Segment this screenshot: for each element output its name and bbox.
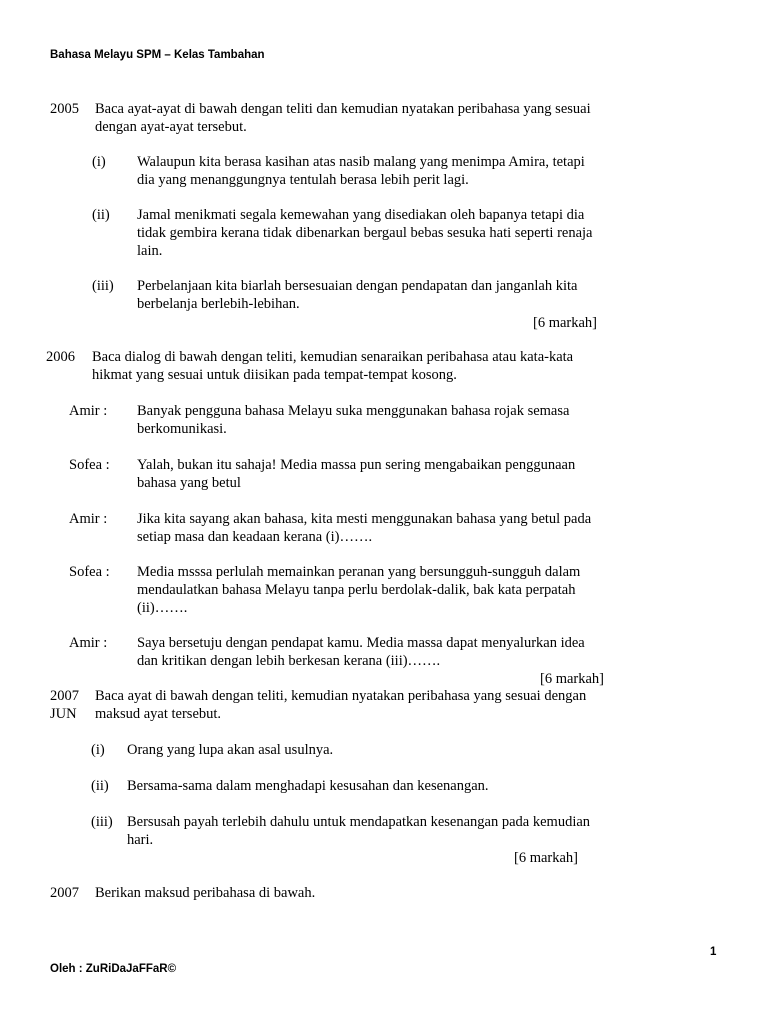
item-text: Jamal menikmati segala kemewahan yang disediakan oleh bapanya tetapi dia tidak gembira kerana tidak dibenarkan bergaul bebas sesuka hati seperti renaja lain.	[137, 207, 593, 259]
page-number: 1	[710, 946, 717, 958]
question-instruction: Berikan maksud peribahasa di bawah.	[95, 885, 316, 901]
dialog-speaker: Amir :	[69, 403, 108, 419]
question-instruction: Baca ayat di bawah dengan teliti, kemudian nyatakan peribahasa yang sesuai dengan maksud ayat tersebut.	[95, 688, 587, 722]
dialog-line: Yalah, bukan itu sahaja! Media massa pun sering mengabaikan penggunaan bahasa yang betul	[137, 457, 576, 491]
item-text: Bersusah payah terlebih dahulu untuk mendapatkan kesenangan pada kemudian hari.	[127, 814, 591, 848]
dialog-line: Media msssa perlulah memainkan peranan yang bersungguh-sungguh dalam mendaulatkan bahasa Melayu tanpa perlu berdolak-dalik, bak kata perpatah (ii)…….	[137, 564, 581, 616]
question-year: 2006	[46, 349, 75, 365]
question-year: 2007	[50, 885, 79, 901]
item-text: Bersama-sama dalam menghadapi kesusahan dan kesenangan.	[127, 778, 489, 794]
footer-author: Oleh : ZuRiDaJaFFaR©	[50, 963, 177, 975]
dialog-line: Banyak pengguna bahasa Melayu suka menggunakan bahasa rojak semasa berkomunikasi.	[137, 403, 570, 437]
item-number: (iii)	[92, 278, 114, 294]
dialog-speaker: Sofea :	[69, 564, 110, 580]
item-number: (iii)	[91, 814, 113, 830]
item-text: Walaupun kita berasa kasihan atas nasib malang yang menimpa Amira, tetapi dia yang menanggungnya tentulah berasa lebih perit lagi.	[137, 154, 585, 188]
marks-label: [6 markah]	[540, 671, 605, 687]
dialog-speaker: Sofea :	[69, 457, 110, 473]
question-instruction: Baca ayat-ayat di bawah dengan teliti dan kemudian nyatakan peribahasa yang sesuai dengan ayat-ayat tersebut.	[95, 101, 591, 135]
dialog-line: Jika kita sayang akan bahasa, kita mesti menggunakan bahasa yang betul pada setiap masa dan keadaan kerana (i)…….	[137, 511, 592, 545]
dialog-speaker: Amir :	[69, 635, 108, 651]
page-header-title: Bahasa Melayu SPM – Kelas Tambahan	[50, 49, 265, 61]
marks-label: [6 markah]	[533, 315, 598, 331]
question-year: 2005	[50, 101, 79, 117]
marks-label: [6 markah]	[514, 850, 579, 866]
item-number: (ii)	[92, 207, 110, 223]
question-instruction: Baca dialog di bawah dengan teliti, kemudian senaraikan peribahasa atau kata-kata hikmat yang sesuai untuk diisikan pada tempat-tempat kosong.	[92, 349, 574, 383]
item-number: (ii)	[91, 778, 109, 794]
item-number: (i)	[91, 742, 105, 758]
item-number: (i)	[92, 154, 106, 170]
item-text: Orang yang lupa akan asal usulnya.	[127, 742, 334, 758]
dialog-line: Saya bersetuju dengan pendapat kamu. Media massa dapat menyalurkan idea dan kritikan dengan lebih berkesan kerana (iii)…….	[137, 635, 585, 669]
dialog-speaker: Amir :	[69, 511, 108, 527]
question-year: 2007 JUN	[50, 688, 79, 722]
item-text: Perbelanjaan kita biarlah bersesuaian dengan pendapatan dan janganlah kita berbelanja berlebih-lebihan.	[137, 278, 578, 312]
